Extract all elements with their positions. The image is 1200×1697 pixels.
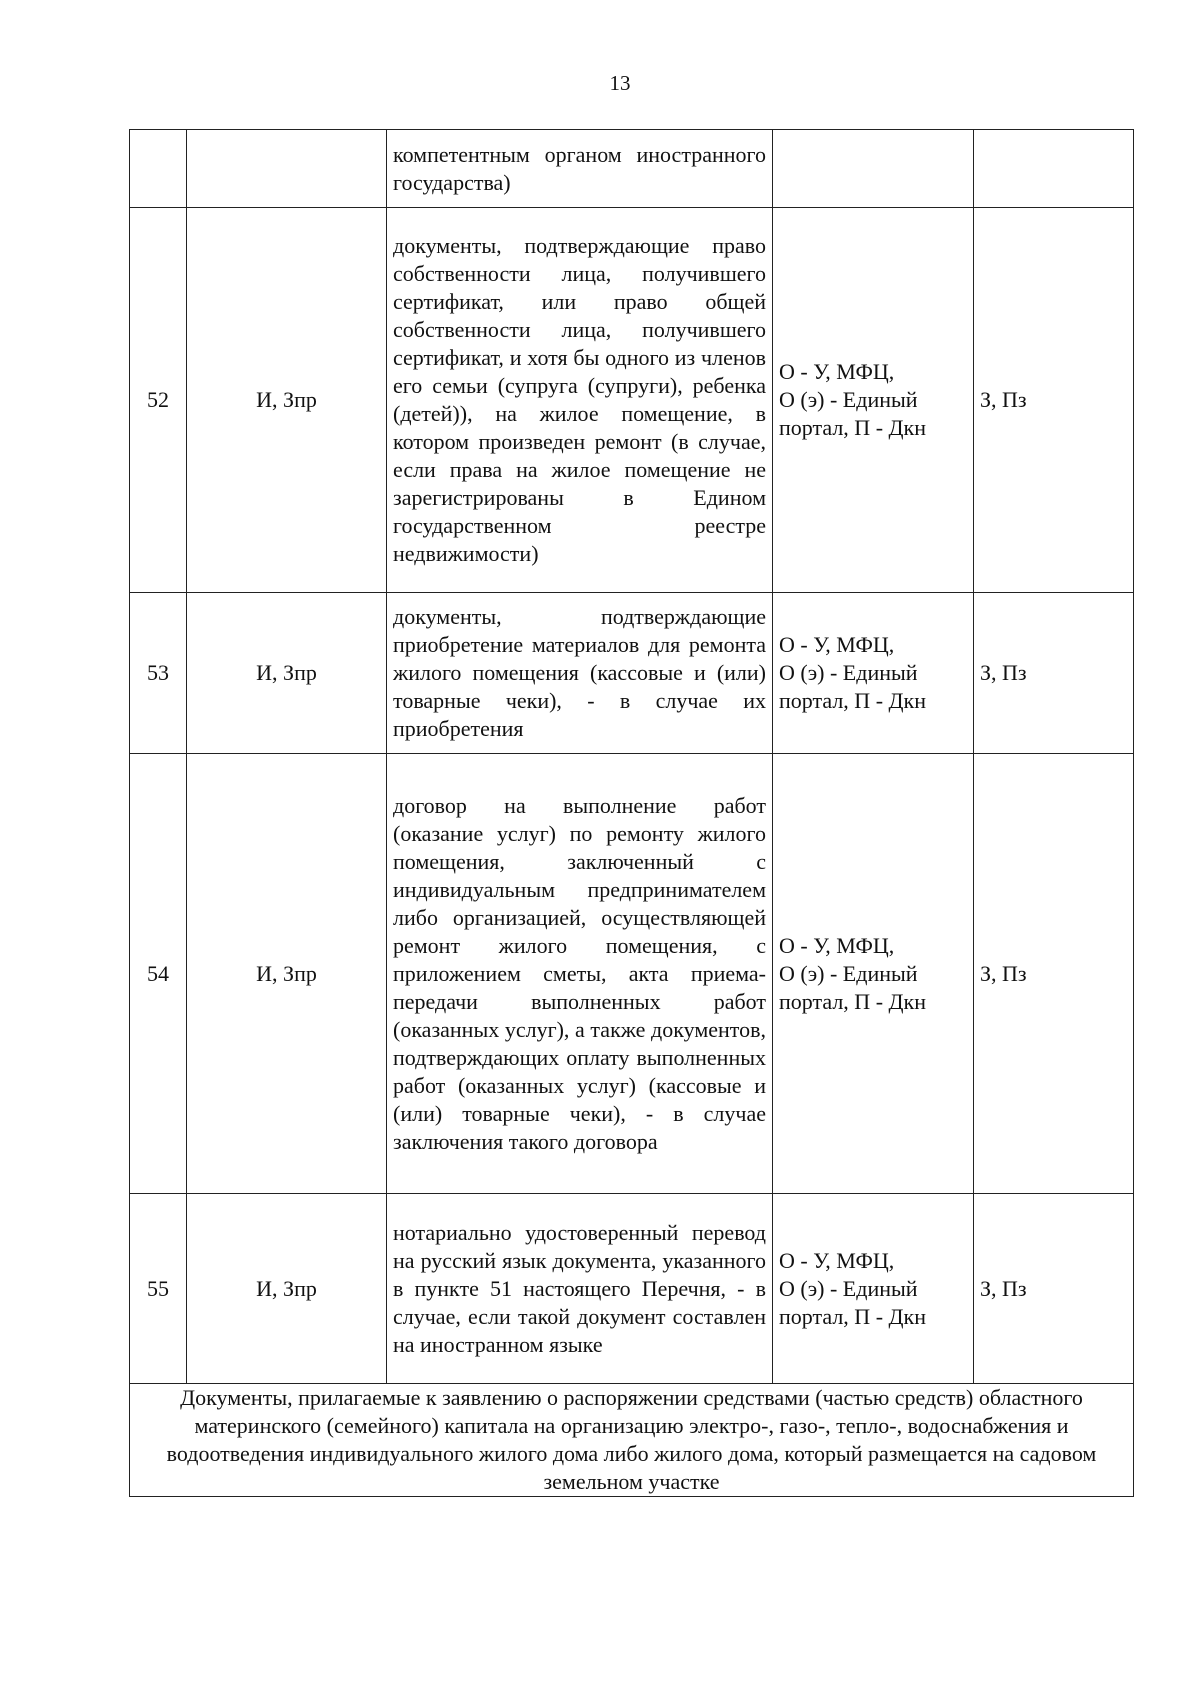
row-result: З, Пз bbox=[974, 208, 1134, 593]
source-line: О - У, МФЦ, bbox=[779, 632, 895, 657]
source-line: О - У, МФЦ, bbox=[779, 1247, 895, 1273]
row-result: З, Пз bbox=[974, 1194, 1134, 1384]
section-heading-row bbox=[130, 1384, 1134, 1497]
source-line: портал, П - Дкн bbox=[779, 415, 926, 440]
row-code: И, Зпр bbox=[187, 208, 387, 593]
table-row bbox=[130, 593, 1134, 754]
source-line: О (э) - Единый bbox=[779, 660, 918, 685]
row-number: 52 bbox=[130, 208, 187, 593]
row-description: нотариально удостоверенный перевод на русский язык документа, указанного в пункте 51 настоящего Перечня, - в случае, если такой документ составлен на иностранном языке bbox=[387, 1194, 773, 1384]
table-row bbox=[130, 208, 1134, 593]
row-code: И, Зпр bbox=[187, 754, 387, 1194]
row-number: 55 bbox=[130, 1194, 187, 1384]
source-line: портал, П - Дкн bbox=[779, 688, 926, 713]
row-source bbox=[773, 754, 974, 1194]
source-line: О - У, МФЦ, bbox=[779, 932, 895, 958]
source-line: О (э) - Единый bbox=[779, 960, 918, 986]
table-row bbox=[130, 130, 1134, 208]
row-number: 53 bbox=[130, 593, 187, 754]
row-description: документы, подтверждающие приобретение материалов для ремонта жилого помещения (кассовые и (или) товарные чеки), - в случае их приобретения bbox=[387, 593, 773, 754]
row-code: И, Зпр bbox=[187, 1194, 387, 1384]
section-heading: Документы, прилагаемые к заявлению о распоряжении средствами (частью средств) областного материнского (семейного) капитала на организацию электро-, газо-, тепло-, водоснабжения и водоотведения индивидуального жилого дома либо жилого дома, который размещается на садовом земельном участке bbox=[130, 1384, 1134, 1497]
source-line: О - У, МФЦ, bbox=[779, 359, 895, 384]
row-description: компетентным органом иностранного государства) bbox=[387, 130, 773, 208]
row-source bbox=[773, 130, 974, 208]
row-code bbox=[187, 130, 387, 208]
source-line: портал, П - Дкн bbox=[779, 1303, 926, 1329]
page-number: 13 bbox=[609, 71, 631, 95]
row-source bbox=[773, 593, 974, 754]
row-description: договор на выполнение работ (оказание услуг) по ремонту жилого помещения, заключенный с индивидуальным предпринимателем либо организацией, осуществляющей ремонт жилого помещения, с приложением сметы, акта приема-передачи выполненных работ (оказанных услуг), а также документов, подтверждающих оплату выполненных работ (оказанных услуг) (кассовые и (или) товарные чеки), - в случае заключения такого договора bbox=[387, 754, 773, 1194]
row-number: 54 bbox=[130, 754, 187, 1194]
row-description: документы, подтверждающие право собственности лица, получившего сертификат, или право общей собственности лица, получившего сертификат, и хотя бы одного из членов его семьи (супруга (супруги), ребенка (детей)), на жилое помещение, в котором произведен ремонт (в случае, если права на жилое помещение не зарегистрированы в Едином государственном реестре недвижимости) bbox=[387, 208, 773, 593]
source-line: О (э) - Единый bbox=[779, 387, 918, 412]
row-source bbox=[773, 208, 974, 593]
source-line: портал, П - Дкн bbox=[779, 988, 926, 1014]
documents-table bbox=[129, 129, 1134, 1497]
table-row bbox=[130, 1194, 1134, 1384]
row-result bbox=[974, 130, 1134, 208]
row-result: З, Пз bbox=[974, 593, 1134, 754]
row-result: З, Пз bbox=[974, 754, 1134, 1194]
row-code: И, Зпр bbox=[187, 593, 387, 754]
row-number bbox=[130, 130, 187, 208]
source-line: О (э) - Единый bbox=[779, 1275, 918, 1301]
row-source bbox=[773, 1194, 974, 1384]
table-row bbox=[130, 754, 1134, 1194]
